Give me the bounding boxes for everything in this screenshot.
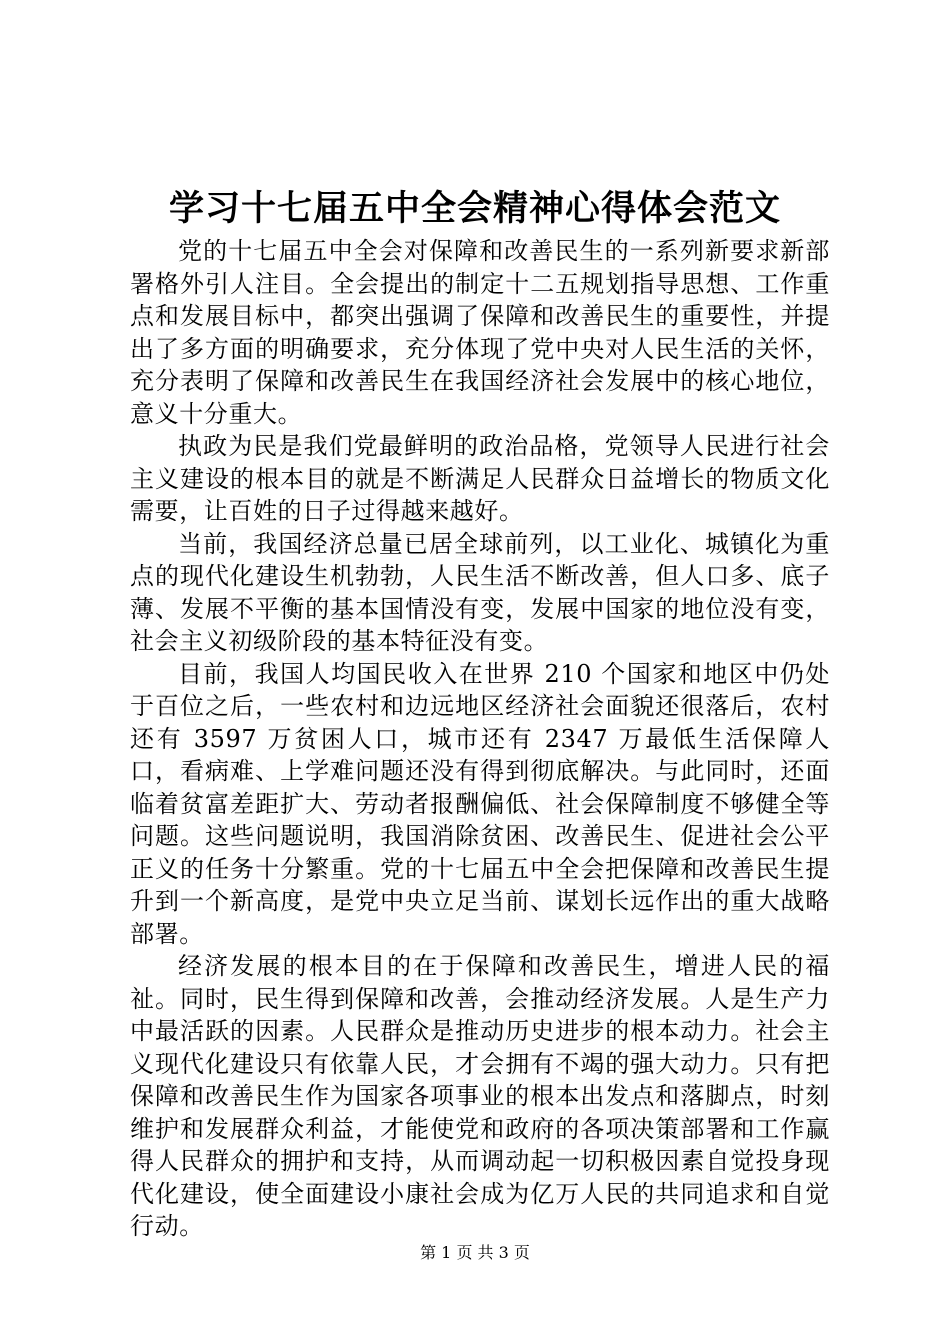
page-footer: 第 1 页 共 3 页 (420, 1243, 530, 1262)
paragraph-1: 党的十七届五中全会对保障和改善民生的一系列新要求新部署格外引人注目。全会提出的制定十二五规划指导思想、工作重点和发展目标中，都突出强调了保障和改善民生的重要性，并提出了多方面的明确要求，充分体现了党中央对人民生活的关怀，充分表明了保障和改善民生在我国经济社会发展中的核心地位，意义十分重大。 (130, 237, 830, 428)
paragraph-2: 执政为民是我们党最鲜明的政治品格，党领导人民进行社会主义建设的根本目的就是不断满足人民群众日益增长的物质文化需要，让百姓的日子过得越来越好。 (130, 432, 830, 525)
document-title: 学习十七届五中全会精神心得体会范文 (168, 188, 781, 229)
paragraph-3: 当前，我国经济总量已居全球前列，以工业化、城镇化为重点的现代化建设生机勃勃，人民生活不断改善，但人口多、底子薄、发展不平衡的基本国情没有变，发展中国家的地位没有变，社会主义初级阶段的基本特征没有变。 (130, 529, 830, 655)
paragraph-5: 经济发展的根本目的在于保障和改善民生，增进人民的福祉。同时，民生得到保障和改善，会推动经济发展。人是生产力中最活跃的因素。人民群众是推动历史进步的根本动力。社会主义现代化建设只有依靠人民，才会拥有不竭的强大动力。只有把保障和改善民生作为国家各项事业的根本出发点和落脚点，时刻维护和发展群众利益，才能使党和政府的各项决策部署和工作赢得人民群众的拥护和支持，从而调动起一切积极因素自觉投身现代化建设，使全面建设小康社会成为亿万人民的共同追求和自觉行动。 (130, 952, 830, 1240)
paragraph-4: 目前，我国人均国民收入在世界 210 个国家和地区中仍处于百位之后，一些农村和边远地区经济社会面貌还很落后，农村还有 3597 万贫困人口，城市还有 2347 万最低生活保障人口，看病难、上学难问题还没有得到彻底解决。与此同时，还面临着贫富差距扩大、劳动者报酬偏低、社会保障制度不够健全等问题。这些问题说明，我国消除贫困、改善民生、促进社会公平正义的任务十分繁重。党的十七届五中全会把保障和改善民生提升到一个新高度，是党中央立足当前、谋划长远作出的重大战略部署。 (130, 659, 830, 948)
document-body (130, 235, 830, 1243)
